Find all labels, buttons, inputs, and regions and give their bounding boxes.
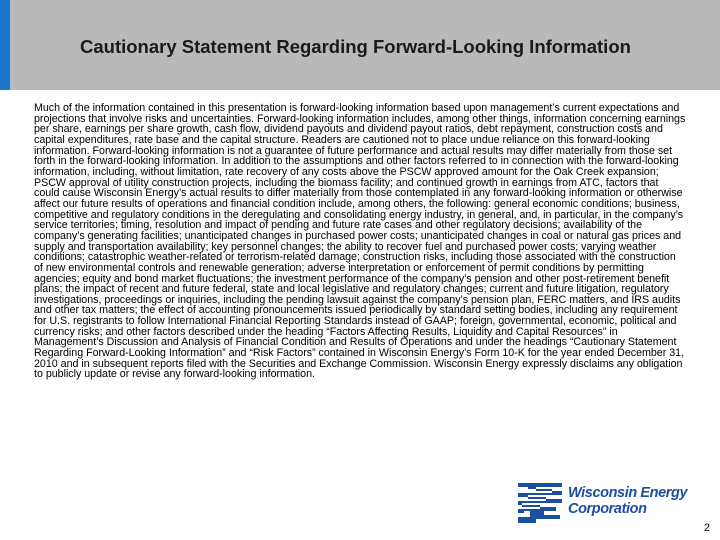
accent-stripe xyxy=(0,0,10,90)
logo-text-line-1: Wisconsin Energy xyxy=(568,485,688,501)
page-number: 2 xyxy=(703,522,710,534)
slide-title: Cautionary Statement Regarding Forward-Looking Information xyxy=(80,36,631,57)
company-logo xyxy=(516,481,686,525)
cautionary-statement-body: Much of the information contained in this presentation is forward-looking information based upon management’s current expectations and projections that involve risks and uncertainties. Forward-looking information includes, among other things, information concerning earnings per share, earnings per share growth, cash flow, dividend payouts and dividend payout ratios, debt repayment, construction costs and capital expenditures, rate base and the capital structure. Readers are cautioned not to place undue reliance on this forward-looking information. Forward-looking information is not a guarantee of future performance and actual results may differ materially from those set forth in the forward-looking information. In addition to the assumptions and other factors referred to in connection with the forward-looking information, including, without limitation, rate recovery of any costs above the PSCW approved amount for the Oak Creek expansion; PSCW approval of utility construction projects, including the biomass facility; and continued growth in earnings from ATC, factors that could cause Wisconsin Energy’s actual results to differ materially from those contemplated in any forward-looking information or otherwise affect our future results of operations and financial condition include, among others, the following: general economic conditions; business, competitive and regulatory conditions in the deregulating and consolidating energy industry, in general, and, in particular, in the company’s service territories; timing, resolution and impact of pending and future rate cases and other regulatory decisions; availability of the company’s generating facilities; unanticipated changes in purchased power costs; unanticipated changes in coal or natural gas prices and supply and transportation availability; key personnel changes; the ability to recover fuel and purchased power costs; varying weather conditions; catastrophic weather-related or terrorism-related damage; construction risks, including those associated with the construction of new environmental controls and renewable generation; adverse interpretation or enforcement of permit conditions by permitting agencies; equity and bond market fluctuations; the investment performance of the company’s pension and other post-retirement benefit plans; the impact of recent and future federal, state and local legislative and regulatory changes; current and future litigation, regulatory investigations, proceedings or inquiries, including the pending lawsuit against the company’s pension plan, FERC matters, and IRS audits and other tax matters; the effect of accounting pronouncements issued periodically by standard setting bodies, including any requirement for U.S. registrants to follow International Financial Reporting Standards instead of GAAP; foreign, governmental, economic, political and currency risks; and other factors described under the heading “Factors Affecting Results, Liquidity and Capital Resources” in Management’s Discussion and Analysis of Financial Condition and Results of Operations and under the headings “Cautionary Statement Regarding Forward-Looking Information” and “Risk Factors” contained in Wisconsin Energy’s Form 10-K for the year ended December 31, 2010 and in subsequent reports filed with the Securities and Exchange Commission. Wisconsin Energy expressly disclaims any obligation to publicly update or revise any forward-looking information. xyxy=(34,102,686,381)
wisconsin-energy-mark-icon xyxy=(516,481,564,525)
logo-text-line-2: Corporation xyxy=(568,501,647,517)
